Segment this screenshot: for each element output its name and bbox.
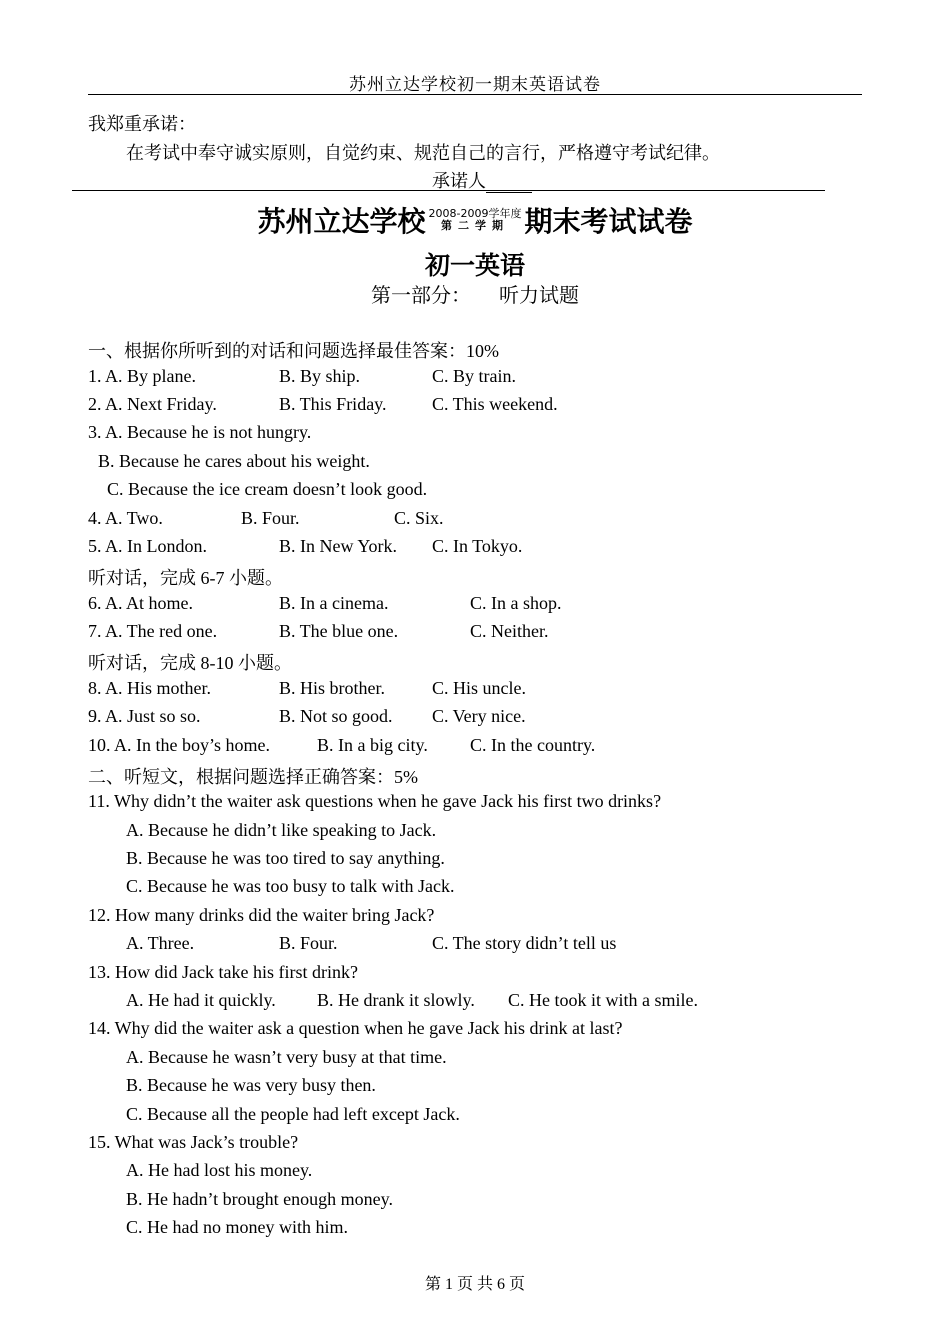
line-text: 听对话，完成 6-7 小题。 (88, 568, 283, 588)
answer-option: 10. A. In the boy’s home. (88, 735, 270, 755)
line-text: B. He hadn’t brought enough money. (126, 1189, 393, 1209)
answer-option: A. He had it quickly. (126, 990, 276, 1010)
pledge-divider (72, 190, 825, 191)
line-text: 11. Why didn’t the waiter ask questions when he gave Jack his first two drinks? (88, 791, 662, 811)
answer-option: C. Very nice. (432, 706, 526, 726)
answer-option: B. This Friday. (279, 394, 387, 414)
answer-option: 2. A. Next Friday. (88, 394, 217, 414)
answer-option: C. The story didn’t tell us (432, 933, 617, 953)
answer-option: 6. A. At home. (88, 593, 194, 613)
answer-option: A. Three. (126, 933, 195, 953)
answer-option: B. Four. (241, 508, 300, 528)
answer-option: B. In a big city. (317, 735, 428, 755)
answer-option: 7. A. The red one. (88, 621, 218, 641)
line-text: 一、根据你所听到的对话和问题选择最佳答案：10% (88, 341, 499, 361)
line-text: 3. A. Because he is not hungry. (88, 422, 312, 442)
answer-option: C. In a shop. (470, 593, 562, 613)
line-text: 15. What was Jack’s trouble? (88, 1132, 299, 1152)
pledge-text: 在考试中奉守诚实原则，自觉约束、规范自己的言行，严格遵守考试纪律。 (126, 143, 720, 163)
line-text: C. Because he was too busy to talk with Jack. (126, 876, 455, 896)
answer-option: B. He drank it slowly. (317, 990, 475, 1010)
part-label: 第一部分： (371, 285, 471, 307)
school-term: 第二学期 (441, 219, 509, 232)
answer-option: C. This weekend. (432, 394, 558, 414)
line-text: C. Because all the people had left except Jack. (126, 1104, 460, 1124)
line-text: 14. Why did the waiter ask a question when he gave Jack his drink at last? (88, 1018, 623, 1038)
answer-option: C. Six. (394, 508, 444, 528)
line-text: A. Because he wasn’t very busy at that time. (126, 1047, 447, 1067)
answer-option: 5. A. In London. (88, 536, 207, 556)
answer-option: B. In a cinema. (279, 593, 389, 613)
exam-subtitle: 初一英语 (424, 251, 525, 280)
line-text: C. Because the ice cream doesn’t look good. (107, 479, 428, 499)
answer-option: C. Neither. (470, 621, 549, 641)
line-text: 12. How many drinks did the waiter bring Jack? (88, 905, 435, 925)
line-text: 听对话，完成 8-10 小题。 (88, 653, 292, 673)
school-year: 2008-2009学年度 (428, 207, 522, 220)
answer-option: 8. A. His mother. (88, 678, 212, 698)
term-stack (429, 208, 522, 232)
exam-type: 期末考试试卷 (524, 205, 693, 238)
line-text: 二、听短文，根据问题选择正确答案：5% (88, 767, 418, 787)
page-header: 苏州立达学校初一期末英语试卷 (349, 75, 601, 94)
school-name: 苏州立达学校 (257, 205, 426, 238)
answer-option: C. In the country. (470, 735, 596, 755)
pledge-title: 我郑重承诺： (88, 114, 196, 134)
line-text: C. He had no money with him. (126, 1217, 348, 1237)
answer-option: B. Not so good. (279, 706, 393, 726)
line-text: A. Because he didn’t like speaking to Jack. (126, 820, 437, 840)
answer-option: B. By ship. (279, 366, 361, 386)
answer-option: C. By train. (432, 366, 516, 386)
answer-option: B. His brother. (279, 678, 385, 698)
line-text: B. Because he was too tired to say anything. (126, 848, 445, 868)
exam-title (0, 200, 950, 240)
header-divider (88, 94, 862, 95)
answer-option: C. He took it with a smile. (508, 990, 698, 1010)
answer-option: 9. A. Just so so. (88, 706, 201, 726)
answer-option: 4. A. Two. (88, 508, 163, 528)
line-text: B. Because he cares about his weight. (98, 451, 370, 471)
part-name: 听力试题 (499, 285, 579, 307)
answer-option: B. Four. (279, 933, 338, 953)
line-text: 13. How did Jack take his first drink? (88, 962, 358, 982)
pledge-signer-label: 承诺人 (432, 171, 486, 191)
line-text: A. He had lost his money. (126, 1160, 313, 1180)
answer-option: B. The blue one. (279, 621, 399, 641)
answer-option: C. In Tokyo. (432, 536, 523, 556)
line-text: B. Because he was very busy then. (126, 1075, 376, 1095)
page-number: 第 1 页 共 6 页 (424, 1276, 525, 1293)
answer-option: 1. A. By plane. (88, 366, 196, 386)
answer-option: C. His uncle. (432, 678, 526, 698)
answer-option: B. In New York. (279, 536, 398, 556)
part-title (0, 279, 950, 308)
